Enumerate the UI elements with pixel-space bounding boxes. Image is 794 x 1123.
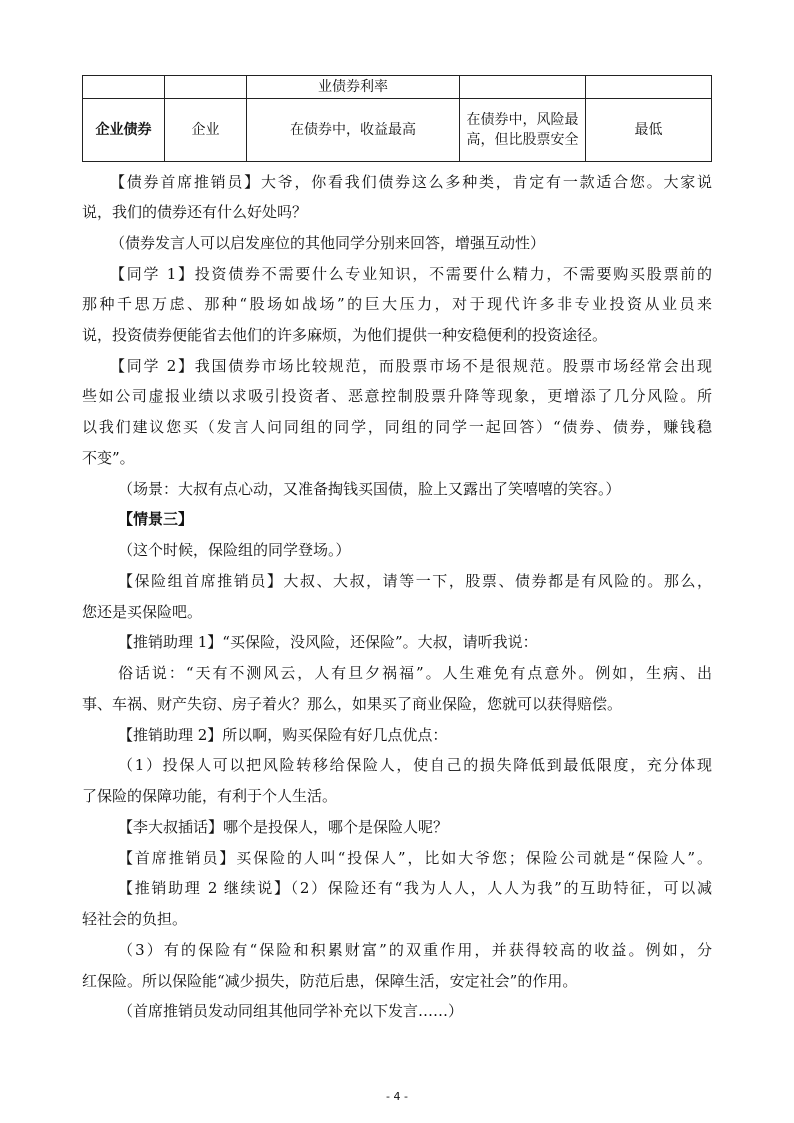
paragraph-line: 【债券首席推销员】大爷，你看我们债券这么多种类，肯定有一款适合您。大家说 xyxy=(110,173,712,191)
paragraph-line: 些如公司虚报业绩以求吸引投资者、恶意控制股票升降等现象，更增添了几分风险。所 xyxy=(82,387,712,405)
paragraph-line: 红保险。所以保险能“减少损失，防范后患，保障生活，安定社会”的作用。 xyxy=(82,972,578,990)
table-cell: 在债券中，风险最高，但比股票安全 xyxy=(460,99,586,162)
table-cell: 最低 xyxy=(586,99,712,162)
section-heading: 【情景三】 xyxy=(118,510,194,528)
paragraph-line: 说，投资债券便能省去他们的许多麻烦，为他们提供一种安稳便利的投资途径。 xyxy=(82,326,608,344)
paragraph-line: 【推销助理 1】“买保险，没风险，还保险”。大叔，请听我说： xyxy=(118,633,538,651)
paragraph-line: （1）投保人可以把风险转移给保险人，使自己的损失降低到最低限度，充分体现 xyxy=(118,756,712,774)
paragraph-line: 了保险的保障功能，有利于个人生活。 xyxy=(82,787,338,805)
paragraph-line: 事、车祸、财产失窃、房子着火？那么，如果买了商业保险，您就可以获得赔偿。 xyxy=(82,695,623,713)
table-cell: 业债券利率 xyxy=(247,76,460,99)
table-cell xyxy=(586,76,712,99)
paragraph-line: （首席推销员发动同组其他同学补充以下发言……） xyxy=(118,1002,464,1020)
paragraph-line: 【保险组首席推销员】大叔、大叔，请等一下，股票、债券都是有风险的。那么， xyxy=(118,572,712,590)
table-cell xyxy=(165,76,247,99)
paragraph-line: 俗话说：“天有不测风云，人有旦夕祸福”。人生难免有点意外。例如，生病、出 xyxy=(118,664,712,682)
page-number: - 4 - xyxy=(386,1090,408,1103)
paragraph-line: 【同学 2】我国债券市场比较规范，而股票市场不是很规范。股票市场经常会出现 xyxy=(110,357,712,375)
table-cell: 在债券中，收益最高 xyxy=(247,99,460,162)
table-row xyxy=(83,99,712,162)
paragraph-line: 轻社会的负担。 xyxy=(82,910,188,928)
table-cell-bond-type: 企业债券 xyxy=(83,99,165,162)
paragraph-line: 【同学 1】投资债券不需要什么专业知识，不需要什么精力，不需要购买股票前的 xyxy=(110,265,712,283)
paragraph-line: 以我们建议您买（发言人问同组的同学，同组的同学一起回答）“债券、债券，赚钱稳 xyxy=(82,418,712,436)
paragraph-line: （债券发言人可以启发座位的其他同学分别来回答，增强互动性） xyxy=(110,234,546,252)
paragraph-line: 【李大叔插话】哪个是投保人，哪个是保险人呢？ xyxy=(118,818,449,836)
paragraph-line: （这个时候，保险组的同学登场。） xyxy=(118,541,351,559)
paragraph-line: 【推销助理 2】所以啊，购买保险有好几点优点： xyxy=(118,726,448,744)
paragraph-line: （3）有的保险有“保险和积累财富”的双重作用，并获得较高的收益。例如，分 xyxy=(118,941,712,959)
table-cell: 企业 xyxy=(165,99,247,162)
table-row xyxy=(83,76,712,99)
paragraph-line: 【首席推销员】买保险的人叫“投保人”，比如大爷您；保险公司就是“保险人”。 xyxy=(118,849,712,867)
table-cell xyxy=(460,76,586,99)
paragraph-line: （场景：大叔有点心动，又准备掏钱买国债，脸上又露出了笑嘻嘻的笑容。） xyxy=(118,480,621,498)
paragraph-line: 说，我们的债券还有什么好处吗？ xyxy=(82,203,308,221)
bond-comparison-table xyxy=(82,75,712,162)
paragraph-line: 那种千思万虑、那种“股场如战场”的巨大压力，对于现代许多非专业投资从业员来 xyxy=(82,295,712,313)
paragraph-line: 【推销助理 2 继续说】（2）保险还有“我为人人，人人为我”的互助特征，可以减 xyxy=(118,879,712,897)
table-cell xyxy=(83,76,165,99)
paragraph-line: 您还是买保险吧。 xyxy=(82,603,203,621)
paragraph-line: 不变”。 xyxy=(82,449,135,467)
